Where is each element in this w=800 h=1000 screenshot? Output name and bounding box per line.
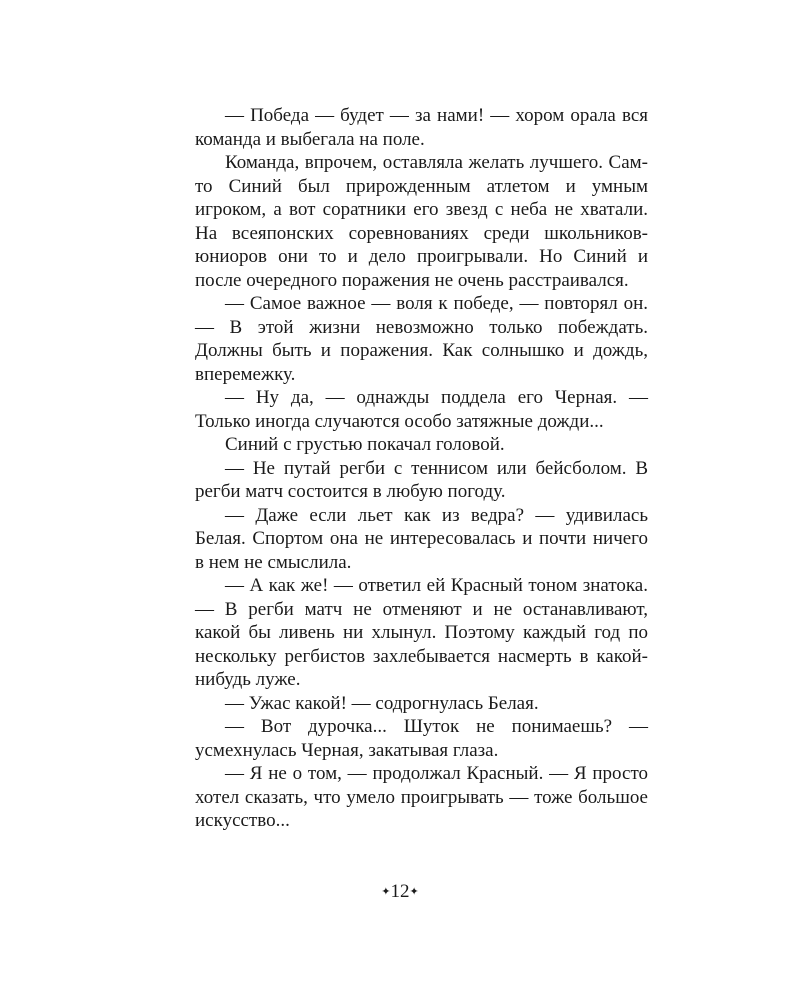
page-number: 12 — [390, 881, 410, 902]
ornament-star-icon: ✦ — [409, 885, 419, 898]
paragraph: — Ну да, — однажды поддела его Черная. — Только иногда случаются особо затяжные дожди... — [195, 387, 648, 432]
paragraph: — Вот дурочка... Шуток не понимаешь? — усмехнулась Черная, закатывая глаза. — [195, 716, 648, 761]
paragraph: — Я не о том, — продолжал Красный. — Я просто хотел сказать, что умело проигрывать — тоже большое искусство... — [195, 763, 648, 831]
paragraph: — Не путай регби с теннисом или бейсболом. В регби матч состоится в любую погоду. — [195, 457, 648, 502]
paragraph: — Ужас какой! — содрогнулась Белая. — [225, 692, 539, 714]
paragraph: Команда, впрочем, оставляла желать лучшего. Сам-то Синий был прирожденным атлетом и умным игроком, а вот соратники его звезд с неба не хватали. На всеяпонских соревнованиях среди школьников-юниоров они то и дело проигрывали. Но Синий и после очередного поражения не очень расстраивался. — [195, 152, 648, 291]
paragraph: Синий с грустью покачал головой. — [225, 434, 505, 455]
body-text — [195, 104, 648, 833]
paragraph: — Даже если льет как из ведра? — удивилась Белая. Спортом она не интересовалась и почти ничего в нем не смыслила. — [195, 504, 648, 573]
paragraph: — Победа — будет — за нами! — хором орала вся команда и выбегала на поле. — [195, 105, 648, 150]
page-number-footer — [0, 880, 800, 904]
paragraph: — Самое важное — воля к победе, — повторял он. — В этой жизни невозможно только побеждать. Должны быть и поражения. Как солнышко и дождь, вперемежку. — [195, 293, 648, 385]
ornament-star-icon: ✦ — [381, 885, 391, 898]
paragraph: — А как же! — ответил ей Красный тоном знатока. — В регби матч не отменяют и не останавливают, какой бы ливень ни хлынул. Поэтому каждый год по нескольку регбистов захлебывается насмерть в какой-нибудь луже. — [195, 575, 648, 690]
